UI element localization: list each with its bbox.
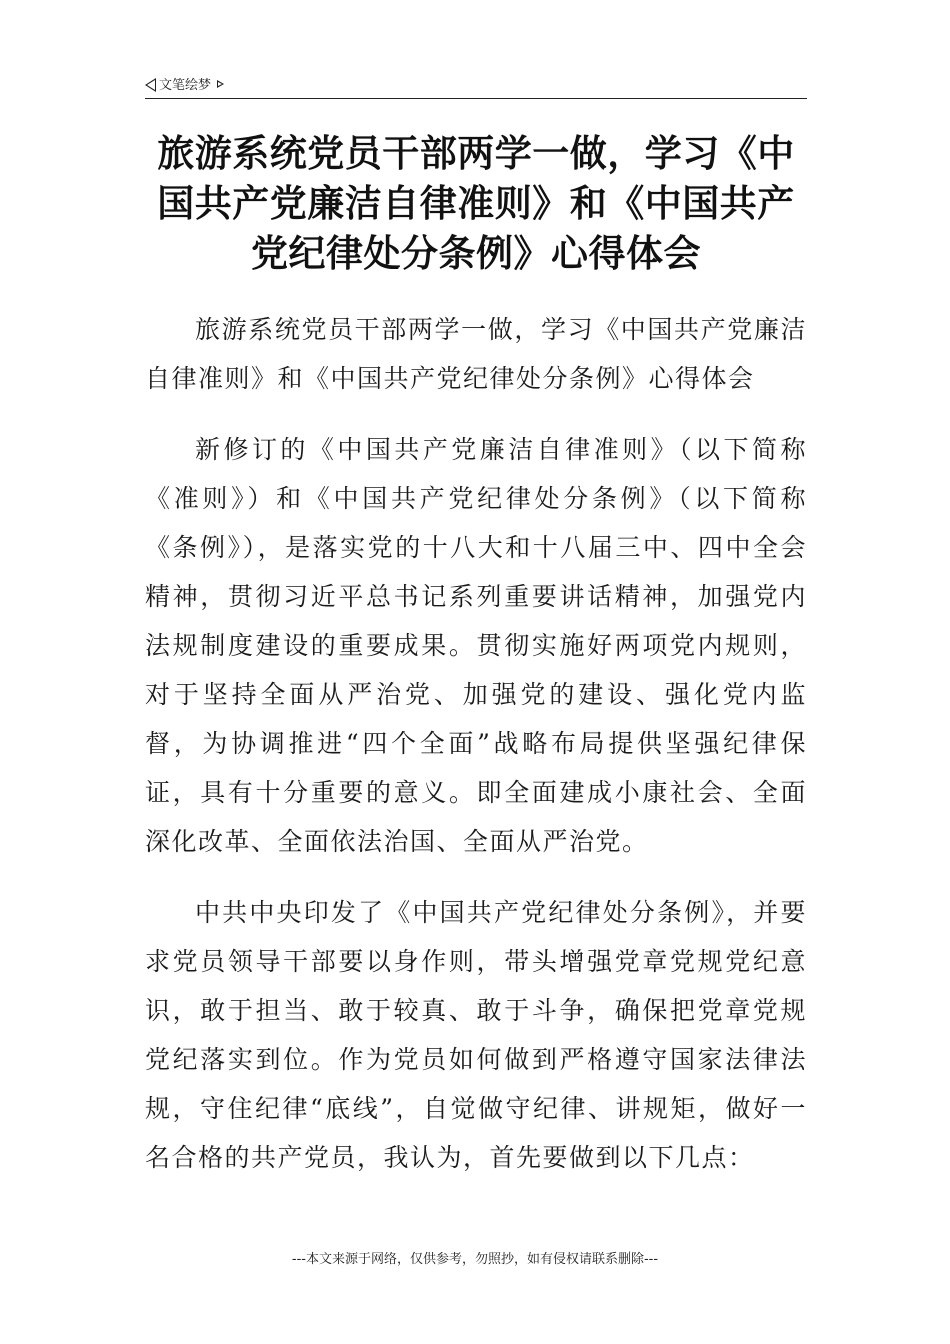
triangle-right-icon — [217, 80, 224, 88]
paragraph-2: 新修订的《中国共产党廉洁自律准则》（以下简称《准则》）和《中国共产党纪律处分条例》（以下简称《条例》），是落实党的十八大和十八届三中、四中全会精神，贯彻习近平总书记系列重要讲话精神，加强党内法规制度建设的重要成果。贯彻实施好两项党内规则，对于坚持全面从严治党、加强党的建设、强化党内监督，为协调推进“四个全面”战略布局提供坚强纪律保证，具有十分重要的意义。即全面建成小康社会、全面深化改革、全面依法治国、全面从严治党。 — [145, 435, 807, 856]
triangle-left-icon — [145, 78, 156, 92]
header-brand: 文笔绘梦 — [159, 78, 212, 93]
paragraph-3: 中共中央印发了《中国共产党纪律处分条例》，并要求党员领导干部要以身作则，带头增强党章党规党纪意识，敢于担当、敢于较真、敢于斗争，确保把党章党规党纪落实到位。作为党员如何做到严格遵守国家法律法规，守住纪律“底线”，自觉做守纪律、讲规矩，做好一名合格的共产党员，我认为，首先要做到以下几点： — [145, 898, 807, 1172]
page-header — [145, 74, 807, 99]
page-footer: ---本文来源于网络，仅供参考，勿照抄，如有侵权请联系删除--- — [291, 1252, 659, 1267]
document-body — [145, 305, 807, 1204]
paragraph-1: 旅游系统党员干部两学一做，学习《中国共产党廉洁自律准则》和《中国共产党纪律处分条例》心得体会 — [145, 315, 807, 393]
document-title: 旅游系统党员干部两学一做，学习《中国共产党廉洁自律准则》和《中国共产党纪律处分条例》心得体会 — [157, 131, 795, 275]
